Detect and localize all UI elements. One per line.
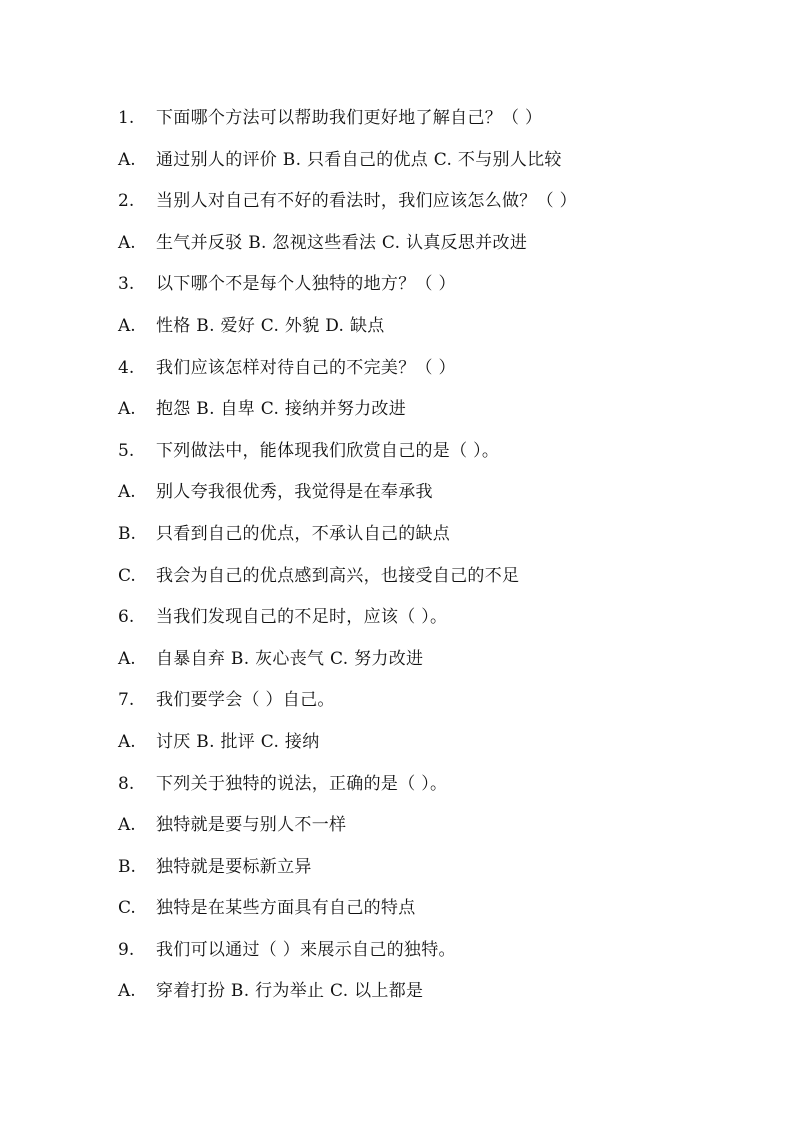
line-marker: C. <box>118 898 136 919</box>
option-line <box>118 395 758 437</box>
line-text: 性格 B. 爱好 C. 外貌 D. 缺点 <box>156 315 385 336</box>
question-line <box>118 603 758 645</box>
line-marker: A. <box>118 981 136 1002</box>
option-line <box>118 229 758 271</box>
line-marker: 2. <box>118 191 135 212</box>
option-line <box>118 146 758 188</box>
line-marker: A. <box>118 815 136 836</box>
line-marker: 8. <box>118 773 135 794</box>
line-text: 独特就是要与别人不一样 <box>156 815 347 836</box>
line-text: 我们要学会（ ）自己。 <box>156 690 335 711</box>
line-text: 别人夸我很优秀，我觉得是在奉承我 <box>156 482 433 503</box>
option-line <box>118 853 758 895</box>
line-text: 独特是在某些方面具有自己的特点 <box>156 898 416 919</box>
question-line <box>118 770 758 812</box>
line-text: 抱怨 B. 自卑 C. 接纳并努力改进 <box>156 399 407 420</box>
line-marker: A. <box>118 232 136 253</box>
line-text: 只看到自己的优点，不承认自己的缺点 <box>156 523 451 544</box>
line-marker: A. <box>118 149 136 170</box>
line-marker: 7. <box>118 690 135 711</box>
line-marker: 1. <box>118 108 135 128</box>
line-marker: 4. <box>118 357 135 378</box>
line-text: 讨厌 B. 批评 C. 接纳 <box>156 731 320 752</box>
question-line <box>118 187 758 229</box>
question-line <box>118 686 758 728</box>
option-line <box>118 811 758 853</box>
line-marker: 9. <box>118 939 135 960</box>
line-text: 下列关于独特的说法，正确的是（ ）。 <box>156 773 448 794</box>
line-text: 我会为自己的优点感到高兴，也接受自己的不足 <box>156 565 520 586</box>
question-line <box>118 354 758 396</box>
line-text: 穿着打扮 B. 行为举止 C. 以上都是 <box>156 981 424 1002</box>
line-marker: A. <box>118 648 136 669</box>
line-marker: A. <box>118 315 136 336</box>
question-line <box>118 437 758 479</box>
line-text: 独特就是要标新立异 <box>156 856 312 877</box>
line-text: 下列做法中，能体现我们欣赏自己的是（ ）。 <box>156 440 500 461</box>
line-text: 下面哪个方法可以帮助我们更好地了解自己？（ ） <box>156 108 543 128</box>
option-line <box>118 562 758 604</box>
line-marker: C. <box>118 565 136 586</box>
line-text: 当我们发现自己的不足时，应该（ ）。 <box>156 607 448 628</box>
option-line <box>118 894 758 936</box>
option-line <box>118 977 758 1019</box>
line-marker: 6. <box>118 607 135 628</box>
option-line <box>118 728 758 770</box>
option-line <box>118 478 758 520</box>
line-text: 以下哪个不是每个人独特的地方？（ ） <box>156 274 456 295</box>
question-line <box>118 936 758 978</box>
line-text: 我们应该怎样对待自己的不完美？（ ） <box>156 357 456 378</box>
line-marker: B. <box>118 856 136 877</box>
option-line <box>118 520 758 562</box>
option-line <box>118 312 758 354</box>
line-marker: A. <box>118 731 136 752</box>
line-marker: 5. <box>118 440 135 461</box>
line-marker: A. <box>118 399 136 420</box>
question-line <box>118 104 758 146</box>
question-line <box>118 270 758 312</box>
line-marker: A. <box>118 482 136 503</box>
line-text: 自暴自弃 B. 灰心丧气 C. 努力改进 <box>156 648 424 669</box>
line-marker: B. <box>118 523 136 544</box>
line-text: 我们可以通过（ ）来展示自己的独特。 <box>156 939 456 960</box>
option-line <box>118 645 758 687</box>
line-text: 通过别人的评价 B. 只看自己的优点 C. 不与别人比较 <box>156 149 562 170</box>
line-marker: 3. <box>118 274 135 295</box>
line-text: 生气并反驳 B. 忽视这些看法 C. 认真反思并改进 <box>156 232 528 253</box>
question-list <box>118 104 758 1019</box>
line-text: 当别人对自己有不好的看法时，我们应该怎么做？（ ） <box>156 191 577 212</box>
